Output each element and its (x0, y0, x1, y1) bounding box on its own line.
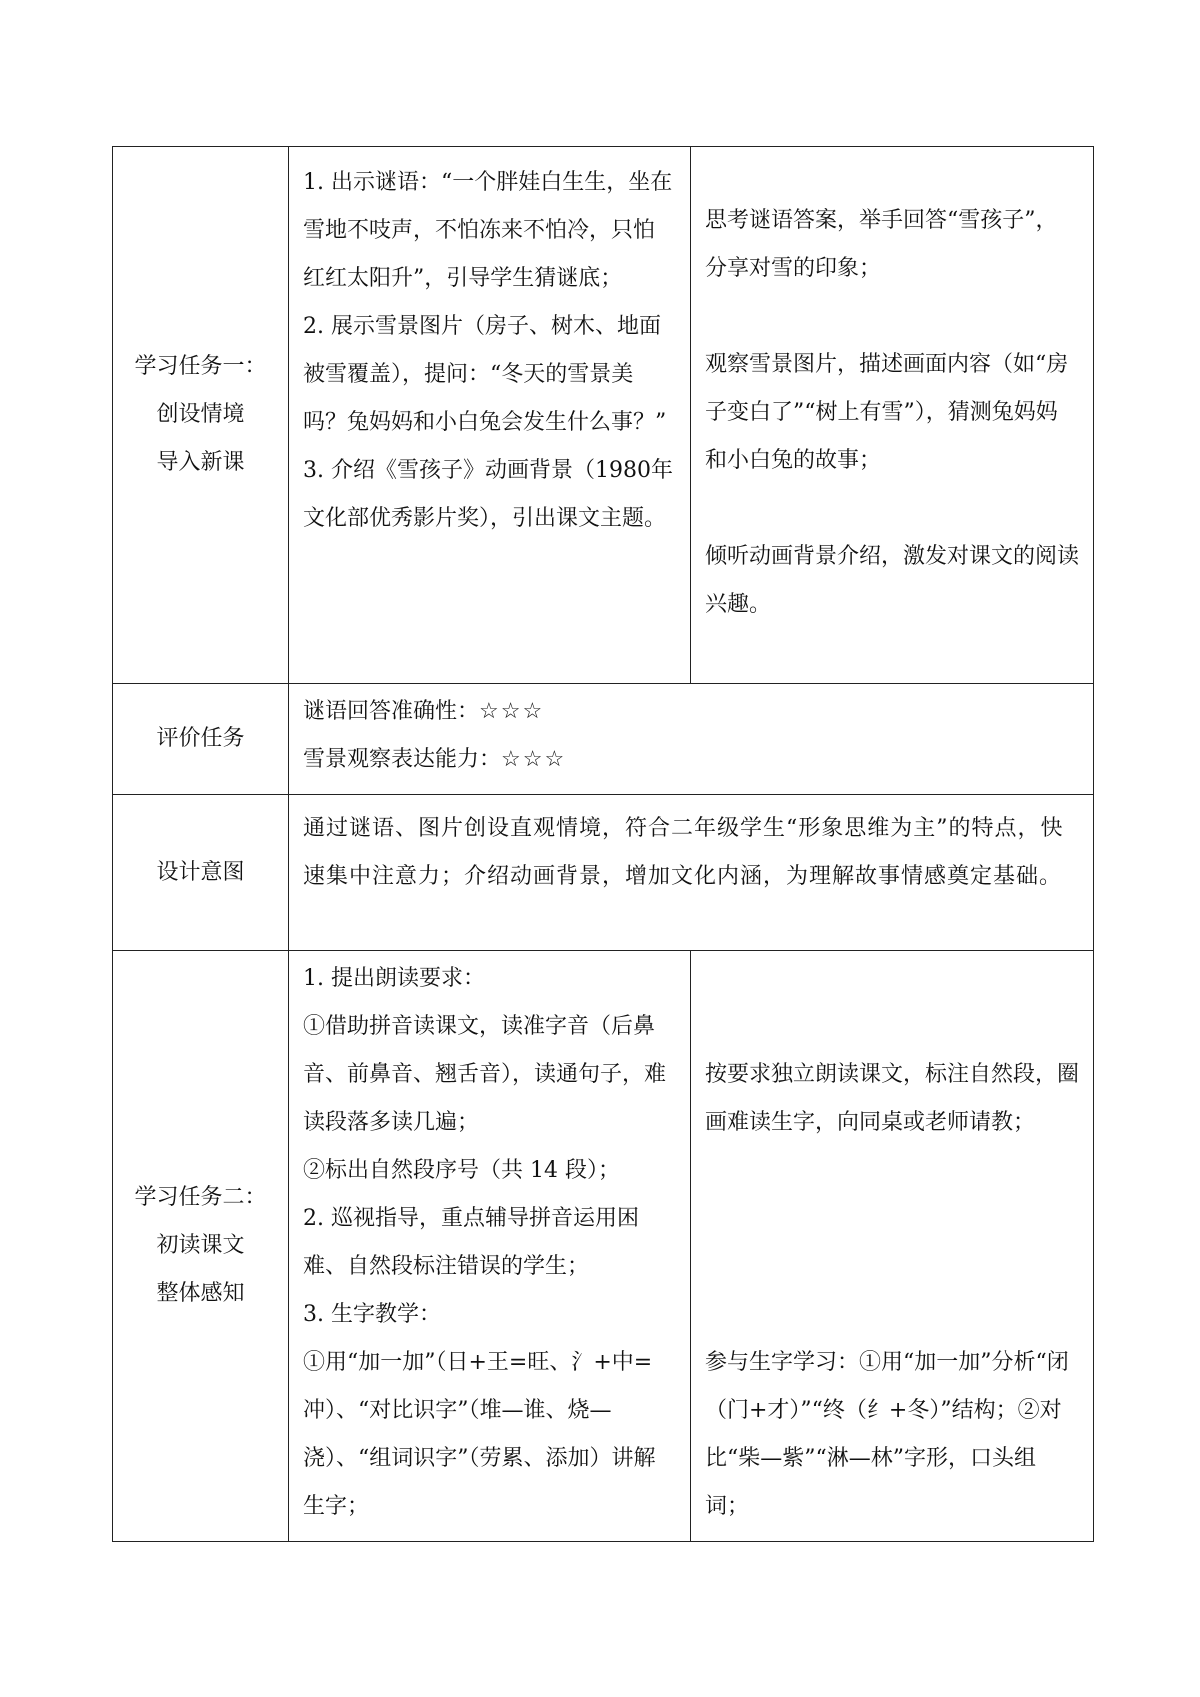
evaluation-row (113, 684, 1094, 795)
task2-label-line3: 整体感知 (156, 1281, 245, 1306)
evaluation-item-1-stars: ☆☆☆ (479, 699, 545, 724)
task2-teacher-step1a: ①借助拼音读课文，读准字音（后鼻音、前鼻音、翘舌音），读通句子，难读段落多读几遍； (303, 1014, 667, 1135)
task1-student-step1: 思考谜语答案，举手回答“雪孩子”，分享对雪的印象； (705, 208, 1058, 281)
evaluation-item-1 (303, 688, 1079, 736)
evaluation-label: 评价任务 (113, 684, 289, 795)
task2-teacher-step2: 2. 巡视指导，重点辅导拼音运用困难、自然段标注错误的学生； (303, 1206, 639, 1279)
task2-label-line2: 初读课文 (156, 1233, 245, 1258)
task2-student-step1: 按要求独立朗读课文，标注自然段，圈画难读生字，向同桌或老师请教； (705, 1062, 1080, 1135)
task1-teacher-step3: 3. 介绍《雪孩子》动画背景（1980年文化部优秀影片奖），引出课文主题。 (303, 458, 673, 531)
task2-label-line1: 学习任务二： (134, 1185, 267, 1210)
task2-student-step2: 参与生字学习：①用“加一加”分析“闭（门+才）”“终（纟+冬）”结构；②对比“柴—紫”“淋—林”字形，口头组词； (705, 1350, 1069, 1519)
task2-teacher-step1b: ②标出自然段序号（共 14 段）； (303, 1158, 620, 1183)
evaluation-item-2-stars: ☆☆☆ (501, 747, 567, 772)
task1-label-line1: 学习任务一： (134, 354, 267, 379)
evaluation-item-2-text: 雪景观察表达能力： (303, 747, 502, 772)
task1-label-line2: 创设情境 (156, 402, 245, 427)
design-label: 设计意图 (113, 795, 289, 951)
evaluation-item-2 (303, 736, 1079, 784)
task1-teacher-step2: 2. 展示雪景图片（房子、树木、地面被雪覆盖），提问：“冬天的雪景美吗？兔妈妈和小白兔会发生什么事？” (303, 314, 667, 435)
design-row (113, 795, 1094, 951)
task2-student-activities (691, 951, 1094, 1542)
evaluation-item-1-text: 谜语回答准确性： (303, 699, 480, 724)
task1-student-activities (691, 147, 1094, 684)
task1-row (113, 147, 1094, 684)
task1-teacher-step1: 1. 出示谜语：“一个胖娃白生生，坐在雪地不吱声，不怕冻来不怕冷，只怕红红太阳升”，引导学生猜谜底； (303, 170, 673, 291)
task2-teacher-step3a: ①用“加一加”（日+王=旺、氵+中=冲）、“对比识字”（堆—谁、烧—浇）、“组词识字”（劳累、添加）讲解生字； (303, 1350, 656, 1519)
task2-row (113, 951, 1094, 1542)
design-intent-text: 通过谜语、图片创设直观情境，符合二年级学生“形象思维为主”的特点，快速集中注意力；介绍动画背景，增加文化内涵，为理解故事情感奠定基础。 (289, 795, 1094, 951)
task1-label (113, 147, 289, 684)
task1-student-step3: 倾听动画背景介绍，激发对课文的阅读兴趣。 (705, 544, 1080, 617)
task1-label-line3: 导入新课 (156, 450, 245, 475)
task2-teacher-activities (289, 951, 691, 1542)
lesson-plan-table (112, 146, 1094, 1542)
task2-teacher-step1: 1. 提出朗读要求： (303, 966, 485, 991)
task2-label (113, 951, 289, 1542)
task1-teacher-activities (289, 147, 691, 684)
task1-student-step2: 观察雪景图片，描述画面内容（如“房子变白了”“树上有雪”），猜测兔妈妈和小白兔的故事； (705, 352, 1069, 473)
evaluation-items (289, 684, 1094, 795)
task2-teacher-step3: 3. 生字教学： (303, 1302, 441, 1327)
